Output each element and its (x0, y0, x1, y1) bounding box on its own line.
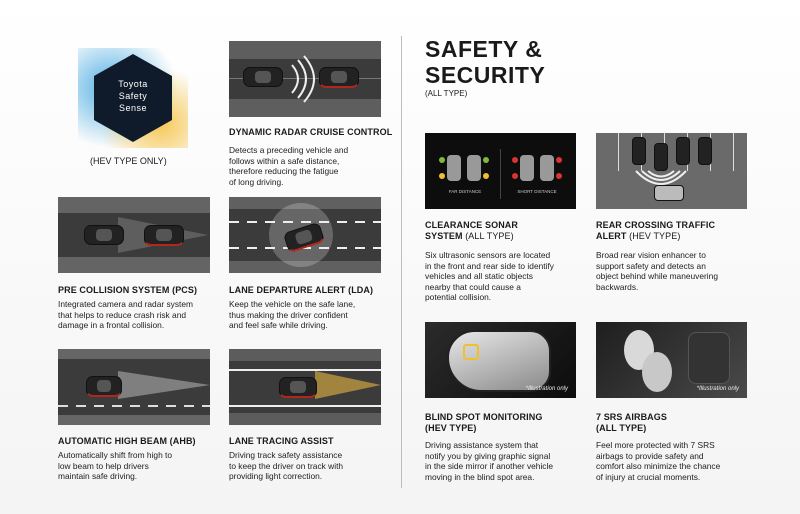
bsm-illustration-note: *Illustration only (525, 386, 568, 392)
column-divider (401, 36, 402, 488)
ahb-image (58, 349, 210, 425)
pcs-desc: Integrated camera and radar system that helps to reduce crash risk and damage in a frontal collision. (58, 299, 193, 331)
airbags-title: 7 SRS AIRBAGS (ALL TYPE) (596, 412, 667, 433)
bsm-title: BLIND SPOT MONITORING (HEV TYPE) (425, 412, 543, 433)
logo-line-3: Sense (118, 103, 148, 113)
radar-waves-icon (284, 55, 324, 103)
airbags-image (596, 322, 747, 398)
lta-image (229, 349, 381, 425)
sonar-title: CLEARANCE SONAR SYSTEM (ALL TYPE) (425, 220, 519, 241)
rcta-image (596, 133, 747, 209)
section-subtitle: (ALL TYPE) (425, 89, 468, 98)
sonar-desc: Six ultrasonic sensors are located in the front and rear side to identify vehicles and all static objects nearby that could cause a potential collision. (425, 250, 554, 303)
lda-image (229, 197, 381, 273)
logo-line-1: Toyota (118, 79, 148, 89)
airbags-illustration-note: *Illustration only (696, 386, 739, 392)
ahb-desc: Automatically shift from high to low beam to help drivers maintain safe driving. (58, 450, 173, 482)
pcs-image (58, 197, 210, 273)
airbags-desc: Feel more protected with 7 SRS airbags to provide safety and comfort also minimize the chance of injury at crucial moments. (596, 440, 721, 482)
ahb-title: AUTOMATIC HIGH BEAM (AHB) (58, 436, 196, 446)
lda-desc: Keep the vehicle on the safe lane, thus making the driver confident and feel safe while driving. (229, 299, 356, 331)
bsm-image (425, 322, 576, 398)
rcta-title: REAR CROSSING TRAFFIC ALERT (HEV TYPE) (596, 220, 716, 241)
logo-line-2: Safety (118, 91, 148, 101)
radar-cruise-image (229, 41, 381, 117)
sonar-image (425, 133, 576, 209)
lta-title: LANE TRACING ASSIST (229, 436, 334, 446)
tss-logo (78, 48, 188, 148)
rcta-desc: Broad rear vision enhancer to support safety and detects an object behind while maneuvering backwards. (596, 250, 718, 292)
section-title: SAFETY & SECURITY (425, 36, 546, 88)
logo-caption: (HEV TYPE ONLY) (90, 156, 167, 166)
bsm-desc: Driving assistance system that notify you by giving graphic signal in the side mirror if another vehicle moving in the blind spot area. (425, 440, 554, 482)
sonar-short-label: SHORT DISTANCE (517, 189, 557, 194)
lta-desc: Driving track safety assistance to keep the driver on track with providing light correction. (229, 450, 344, 482)
radar-title: DYNAMIC RADAR CRUISE CONTROL (229, 127, 393, 137)
lda-title: LANE DEPARTURE ALERT (LDA) (229, 285, 374, 295)
pcs-title: PRE COLLISION SYSTEM (PCS) (58, 285, 198, 295)
radar-desc: Detects a preceding vehicle and follows within a safe distance, therefore reducing the fatigue of long driving. (229, 145, 349, 187)
sonar-far-label: FAR DISTANCE (448, 189, 482, 194)
